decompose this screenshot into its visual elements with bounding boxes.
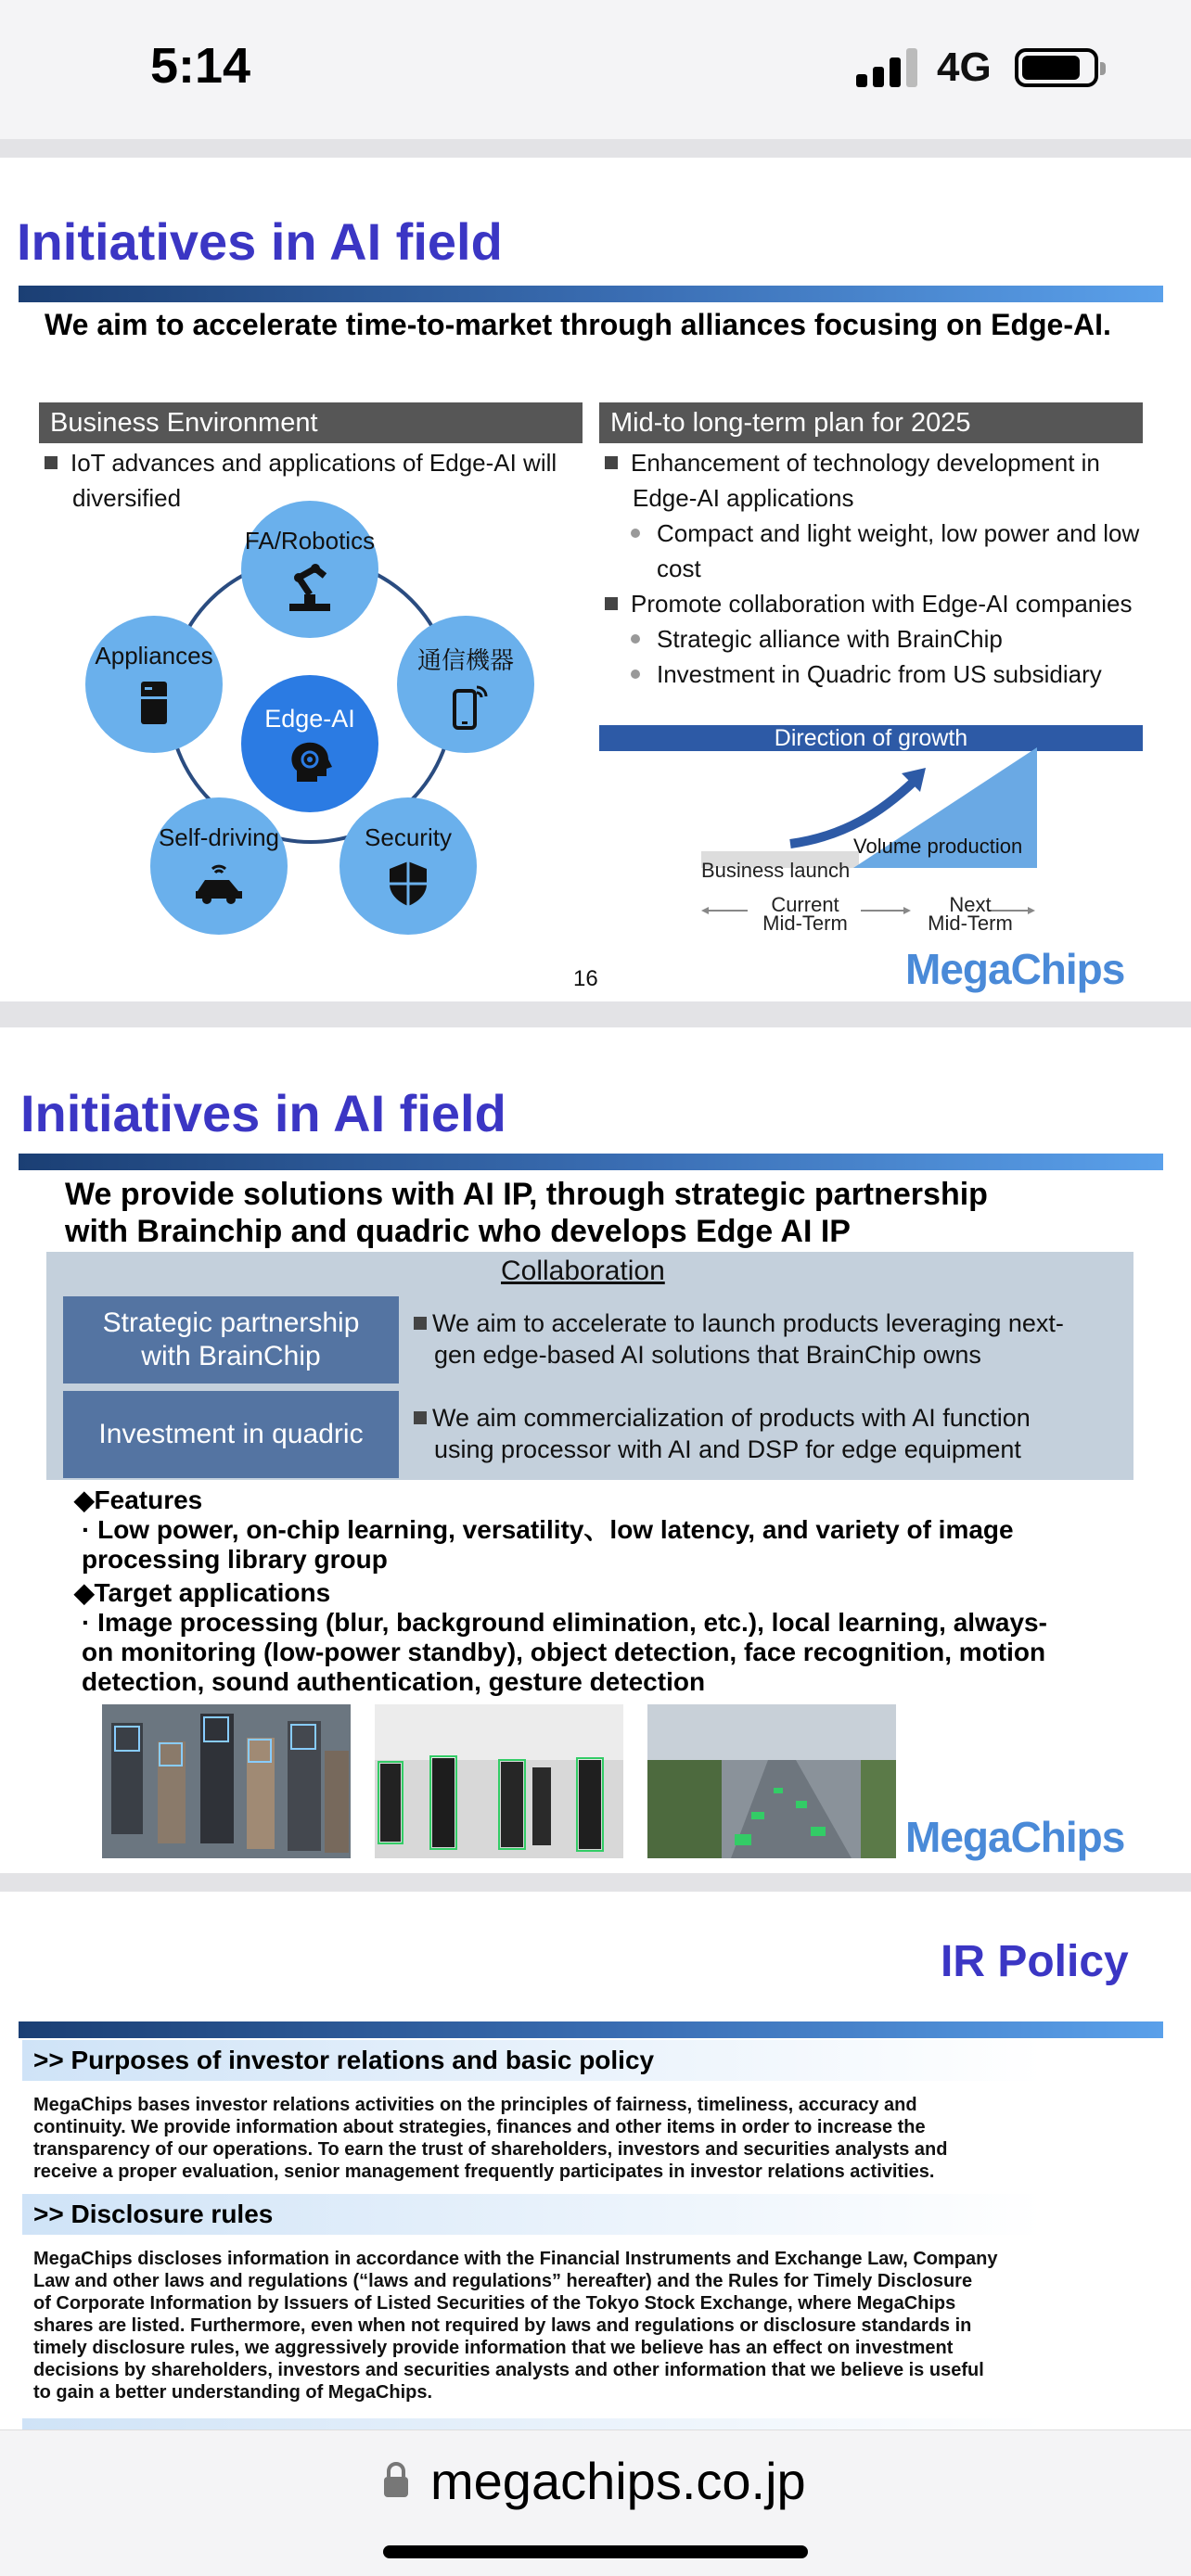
traffic-photo [647, 1704, 896, 1858]
node-security: Security [339, 797, 477, 935]
node-fa-robotics: FA/Robotics [241, 501, 378, 638]
status-time: 5:14 [150, 38, 251, 94]
disclosure-rules-text: MegaChips discloses information in accordance with the Financial Instruments and Exchange Law, Company Law and other laws and regulations (“laws and regulations” hereafter) and the Rules for Timely Disclosure of Corporate Information by Issuers of Listed Securities of the Tokyo Stock Exchange, where MegaChips shares are listed. Furthermore, even when not required by laws and regulations or disclosure standards in timely disclosure rules, we aggressively provide information that we believe has an effect on investment decisions by shareholders, investors and securities analysts and other information that we believe is useful to gain a better understanding of MegaChips. [33, 2249, 998, 2403]
battery-icon [1015, 48, 1098, 87]
sub-bullet-quadric: Investment in Quadric from US subsidiary [631, 657, 1102, 692]
car-icon [186, 858, 251, 910]
ai-head-icon [284, 739, 336, 785]
title-underline [19, 2021, 1163, 2038]
page-number: 16 [573, 966, 598, 991]
investment-quadric-text: We aim commercialization of products with AI function using processor with AI and DSP for edge equipment [414, 1402, 1031, 1465]
sub-bullet-brainchip: Strategic alliance with BrainChip [631, 621, 1003, 657]
divider [0, 1001, 1191, 1027]
purposes-header: >> Purposes of investor relations and basic policy [22, 2040, 1043, 2081]
walking-people-photo [375, 1704, 623, 1858]
strategic-partnership-text: We aim to accelerate to launch products leveraging next- gen edge-based AI solutions that BrainChip owns [414, 1307, 1064, 1371]
features-heading: ◆Features [74, 1486, 203, 1514]
bullet-iot: IoT advances and applications of Edge-AI will diversified [45, 445, 557, 516]
volume-production-label: Volume production [853, 835, 1023, 858]
direction-of-growth-bar: Direction of growth [599, 725, 1143, 751]
current-midterm-label: Current Mid-Term [762, 893, 848, 935]
slide-ai-field-1 [0, 158, 1191, 1001]
lock-icon [382, 2462, 410, 2497]
slide-subtitle: We aim to accelerate time-to-market through alliances focusing on Edge-AI. [45, 308, 1111, 341]
target-text: · Image processing (blur, background elimination, etc.), local learning, always- on monitoring (low-power standby), object detection, face recognition, motion detection, sound authentication, gesture detection [82, 1608, 1047, 1696]
crowd-photo [102, 1704, 351, 1858]
features-text: · Low power, on-chip learning, versatility、low latency, and variety of image processing library group [82, 1515, 1014, 1574]
shield-icon [382, 858, 434, 910]
title-underline [19, 1154, 1163, 1170]
disclosure-rules-header: >> Disclosure rules [22, 2194, 1043, 2235]
phone-icon [440, 682, 492, 733]
browser-url-bar[interactable] [0, 2429, 1191, 2576]
divider [0, 1873, 1191, 1892]
status-bar [0, 0, 1191, 139]
megachips-logo: MegaChips [905, 1813, 1125, 1861]
ir-policy-title: IR Policy [941, 1937, 1129, 1986]
slide-ai-field-2 [0, 1027, 1191, 1873]
slide-title: Initiatives in AI field [20, 1084, 506, 1142]
bullet-collaboration: Promote collaboration with Edge-AI companies [605, 586, 1133, 621]
target-heading: ◆Target applications [74, 1578, 331, 1607]
slide-ir-policy [0, 1892, 1191, 2429]
title-underline [19, 286, 1163, 302]
collaboration-title: Collaboration [501, 1256, 665, 1286]
sub-bullet-compact: Compact and light weight, low power and low cost [631, 516, 1139, 586]
node-edge-ai: Edge-AI [241, 675, 378, 812]
megachips-logo: MegaChips [905, 945, 1125, 993]
next-section-header [22, 2418, 1043, 2429]
signal-icon [856, 46, 919, 87]
business-launch-label: Business launch [701, 859, 851, 882]
robot-arm-icon [284, 561, 336, 613]
node-communication: 通信機器 [397, 616, 534, 753]
network-label: 4G [937, 45, 992, 90]
strategic-partnership-label: Strategic partnership with BrainChip [63, 1296, 399, 1384]
divider [0, 139, 1191, 158]
mid-long-term-header: Mid-to long-term plan for 2025 [599, 402, 1143, 443]
investment-quadric-label: Investment in quadric [63, 1391, 399, 1478]
url-text[interactable]: megachips.co.jp [430, 2452, 806, 2510]
node-self-driving: Self-driving [150, 797, 288, 935]
bullet-enhancement: Enhancement of technology development in Edge-AI applications [605, 445, 1100, 516]
slide-subtitle: We provide solutions with AI IP, through strategic partnership with Brainchip and quadric who develops Edge AI IP [65, 1177, 988, 1249]
node-appliances: Appliances [85, 616, 223, 753]
slide-title: Initiatives in AI field [17, 212, 503, 271]
home-indicator[interactable] [383, 2545, 808, 2558]
purposes-text: MegaChips bases investor relations activities on the principles of fairness, timeliness, accuracy and continuity. We provide information about strategies, finances and other items in order to increase the transparency of our operations. To earn the trust of shareholders, investors and securities analysts and receive a proper evaluation, senior management frequently participates in investor relations activities. [33, 2095, 948, 2182]
next-midterm-label: Next Mid-Term [928, 893, 1013, 935]
business-environment-header: Business Environment [39, 402, 583, 443]
appliance-icon [128, 676, 180, 728]
